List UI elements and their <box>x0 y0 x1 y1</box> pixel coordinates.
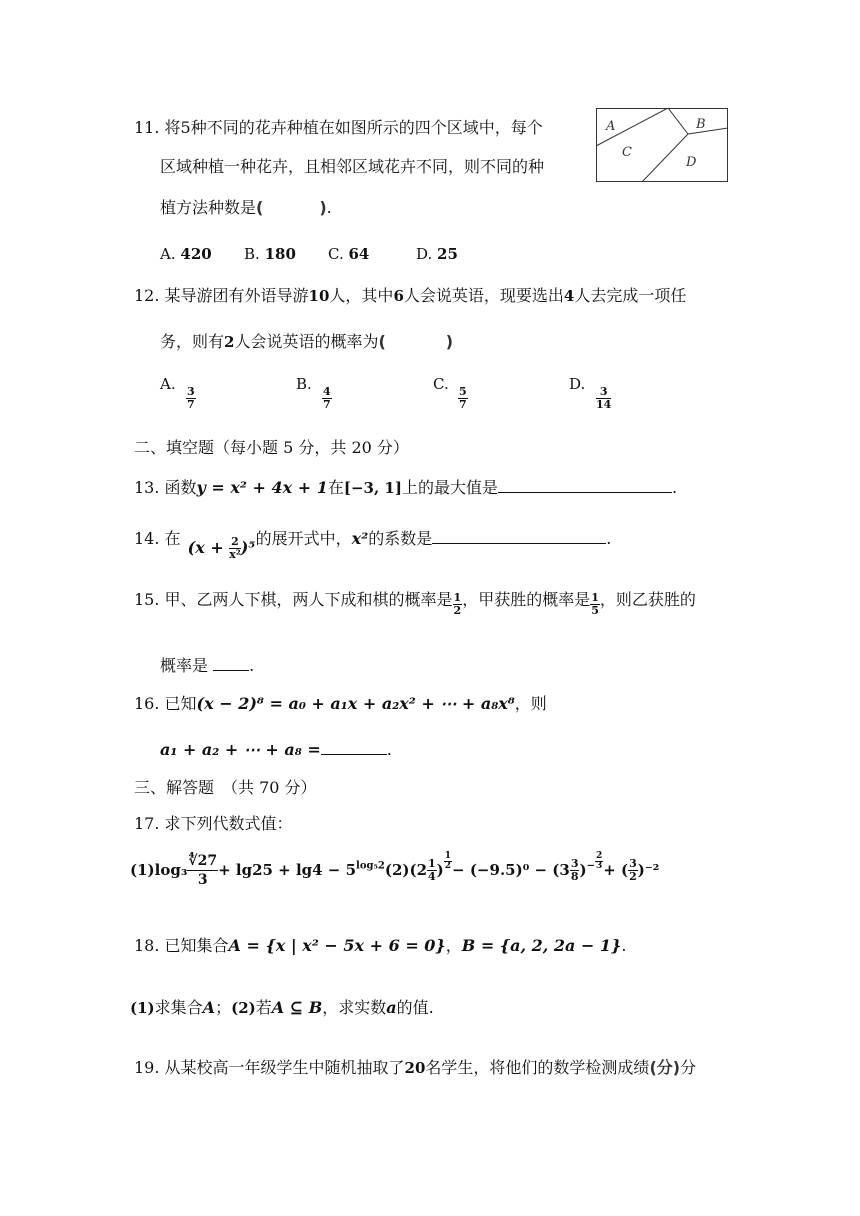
answer-blank <box>432 527 606 544</box>
q11-option-a: A. 420 <box>160 245 212 263</box>
answer-blank <box>321 738 387 755</box>
q17-expression: (1)log₃ $\frac{∜27}{3}$ + $\lg 25 + \lg 4 - 5^{log_52}(2)(2$ $\frac{1}{4}$ ) $\frac{1}{2}$ − (−9.5)⁰ − (3 $\frac{3}{8}$ )− $\frac{2}{3}$ + ( $\frac{3}{2}$ )⁻² <box>130 851 660 888</box>
q17-title: 17. 求下列代数式值： <box>134 814 293 833</box>
answer-blank <box>498 476 672 493</box>
q12-line2: 务，则有2人会说英语的概率为( ) <box>160 332 454 351</box>
q12-option-d-frac: $\frac{3}{14}$ <box>596 385 612 411</box>
region-label-c: C <box>622 145 632 160</box>
q15-line2: 概率是 . <box>160 656 255 675</box>
section-3-heading: 三、解答题 （共 70 分） <box>134 778 317 797</box>
region-label-b: B <box>696 117 706 132</box>
q11-line2: 区域种植一种花卉，且相邻区域花卉不同，则不同的种 <box>160 157 545 176</box>
region-figure <box>596 108 728 182</box>
region-label-a: A <box>606 119 616 134</box>
q18-line1: 18. 已知集合A = {x | x² − 5x + 6 = 0}，B = {a, 2, 2a − 1}. <box>134 936 627 955</box>
q12-line1: 12. 某导游团有外语导游10人，其中6人会说英语，现要选出4人去完成一项任 <box>134 286 687 305</box>
region-label-d: D <box>686 155 697 170</box>
answer-blank <box>213 654 249 671</box>
q11-option-d: D. 25 <box>416 245 458 263</box>
q12-option-a: A. <box>160 375 176 393</box>
q16-line1: 16. 已知(x − 2)⁸ = a₀ + a₁x + a₂x² + ⋯ + a₈x⁸，则 <box>134 694 547 713</box>
q11-line1: 11. 将5种不同的花卉种植在如图所示的四个区域中，每个 <box>134 118 543 137</box>
q12-option-a-frac: $\frac{3}{7}$ <box>187 385 195 411</box>
q18-line2: (1)求集合A；(2)若A ⊆ B，求实数a的值. <box>130 998 434 1017</box>
q12-option-b: B. <box>296 375 312 393</box>
q11-option-b: B. 180 <box>244 245 296 263</box>
q16-line2: a₁ + a₂ + ⋯ + a₈ = . <box>160 740 392 759</box>
q12-option-b-frac: $\frac{4}{7}$ <box>323 385 331 411</box>
q12-option-d: D. <box>569 375 586 393</box>
q15-line1: 15. 甲、乙两人下棋，两人下成和棋的概率是 $\frac{1}{2}$ ，甲获胜的概率是 $\frac{1}{5}$ ，则乙获胜的 <box>134 590 696 617</box>
q11-line3: 植方法种数是( ). <box>160 198 332 217</box>
q12-option-c-frac: $\frac{5}{7}$ <box>459 385 467 411</box>
q14-line: 14. 在 (x + $\frac{2}{\text{x²}}$ )⁵ 的展开式中，x²的系数是 . <box>134 529 612 561</box>
section-2-heading: 二、填空题（每小题 5 分，共 20 分） <box>134 438 409 457</box>
q11-option-c: C. 64 <box>328 245 370 263</box>
q13-line: 13. 函数y = x² + 4x + 1在[−3, 1]上的最大值是 . <box>134 478 678 497</box>
q19-line1: 19. 从某校高一年级学生中随机抽取了20名学生，将他们的数学检测成绩(分)分 <box>134 1058 697 1077</box>
q12-option-c: C. <box>433 375 449 393</box>
answer-paren: ( <box>256 198 264 217</box>
